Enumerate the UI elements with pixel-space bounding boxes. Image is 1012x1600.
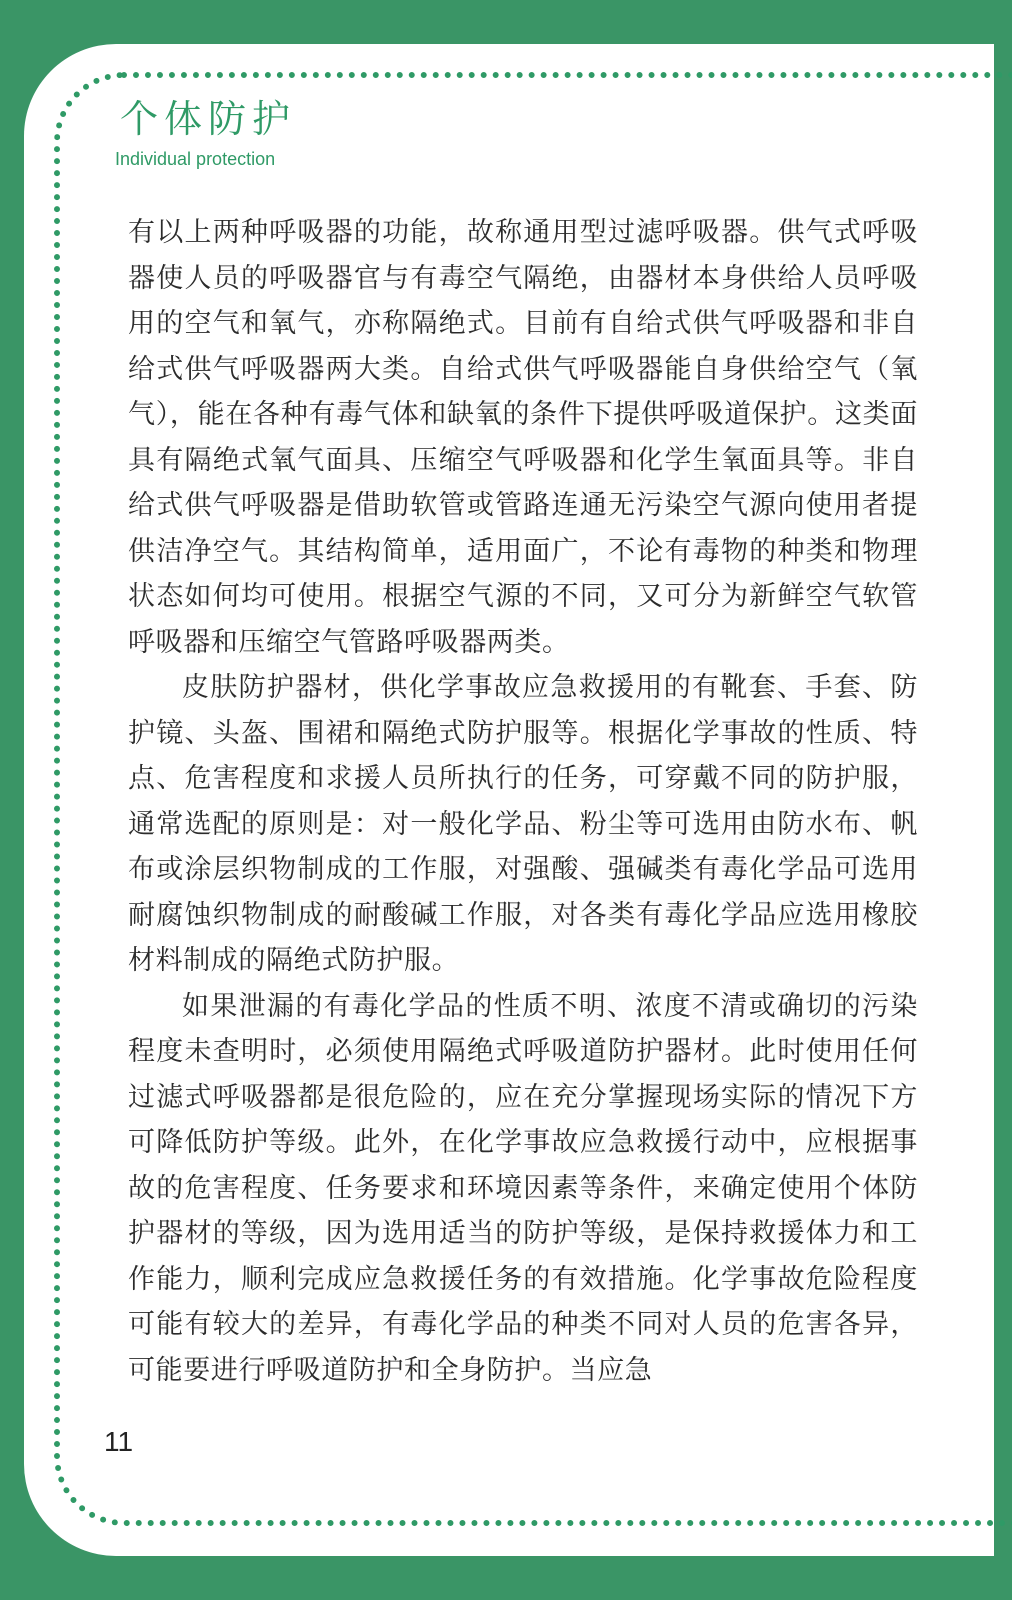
paragraph-2: 皮肤防护器材，供化学事故应急救援用的有靴套、手套、防护镜、头盔、围裙和隔绝式防护服等。根据化学事故的性质、特点、危害程度和求援人员所执行的任务，可穿戴不同的防护服，通常选配的原则是：对一般化学品、粉尘等可选用由防水布、帆布或涂层织物制成的工作服，对强酸、强碱类有毒化学品可选用耐腐蚀织物制成的耐酸碱工作服，对各类有毒化学品应选用橡胶材料制成的隔绝式防护服。 — [128, 672, 918, 976]
body-text — [128, 210, 918, 1393]
section-subtitle: Individual protection — [115, 149, 276, 169]
page-number: 11 — [104, 1426, 134, 1457]
section-title: 个体防护 — [120, 97, 297, 141]
paragraph-1: 有以上两种呼吸器的功能，故称通用型过滤呼吸器。供气式呼吸器使人员的呼吸器官与有毒空气隔绝，由器材本身供给人员呼吸用的空气和氧气，亦称隔绝式。目前有自给式供气呼吸器和非自给式供气呼吸器两大类。自给式供气呼吸器能自身供给空气（氧气），能在各种有毒气体和缺氧的条件下提供呼吸道保护。这类面具有隔绝式氧气面具、压缩空气呼吸器和化学生氧面具等。非自给式供气呼吸器是借助软管或管路连通无污染空气源向使用者提供洁净空气。其结构简单，适用面广，不论有毒物的种类和物理状态如何均可使用。根据空气源的不同，又可分为新鲜空气软管呼吸器和压缩空气管路呼吸器两类。 — [128, 217, 918, 658]
paragraph-3: 如果泄漏的有毒化学品的性质不明、浓度不清或确切的污染程度未查明时，必须使用隔绝式呼吸道防护器材。此时使用任何过滤式呼吸器都是很危险的，应在充分掌握现场实际的情况下方可降低防护等级。此外，在化学事故应急救援行动中，应根据事故的危害程度、任务要求和环境因素等条件，来确定使用个体防护器材的等级，因为选用适当的防护等级，是保持救援体力和工作能力，顺利完成应急救援任务的有效措施。化学事故危险程度可能有较大的差异，有毒化学品的种类不同对人员的危害各异，可能要进行呼吸道防护和全身防护。当应急 — [128, 990, 918, 1386]
